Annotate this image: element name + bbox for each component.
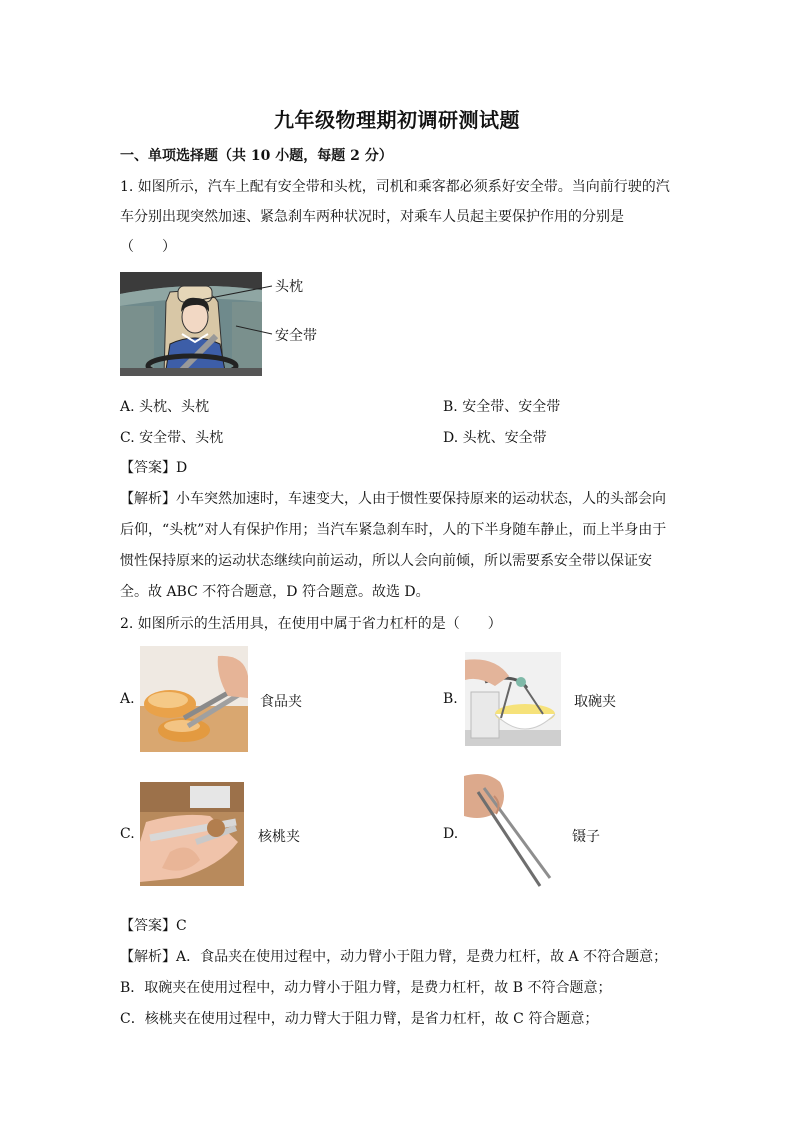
q2-answer: 【答案】C bbox=[120, 918, 187, 934]
headrest-label: 头枕 bbox=[275, 279, 303, 295]
page-title: 九年级物理期初调研测试题 bbox=[274, 108, 520, 132]
bowl-clip-photo bbox=[465, 652, 561, 746]
figure-callout-lines bbox=[200, 278, 274, 342]
q1-analysis-line-2: 后仰，“头枕”对人有保护作用；当汽车紧急刹车时，人的下半身随车静止，而上半身由于 bbox=[120, 522, 667, 538]
q2-option-a-letter: A. bbox=[120, 691, 135, 707]
q2-option-b-name: 取碗夹 bbox=[574, 694, 616, 710]
q1-stem-line-1: 1. 如图所示，汽车上配有安全带和头枕，司机和乘客都必须系好安全带。当向前行驶的汽 bbox=[120, 179, 670, 195]
q2-option-b-letter: B. bbox=[443, 691, 458, 707]
walnut-cracker-photo bbox=[140, 782, 244, 886]
tweezers-photo bbox=[464, 770, 554, 892]
q1-analysis-line-3: 惯性保持原来的运动状态继续向前运动，所以人会向前倾，所以需要系安全带以保证安 bbox=[120, 553, 652, 569]
q1-analysis-line-1: 【解析】小车突然加速时，车速变大，人由于惯性要保持原来的运动状态，人的头部会向 bbox=[120, 491, 666, 507]
q2-analysis-line-1: 【解析】A．食品夹在使用过程中，动力臂小于阻力臂，是费力杠杆，故 A 不符合题意； bbox=[120, 949, 668, 965]
q1-option-a: A. 头枕、头枕 bbox=[120, 399, 210, 415]
q2-analysis-line-3: C．核桃夹在使用过程中，动力臂大于阻力臂，是省力杠杆，故 C 符合题意； bbox=[120, 1011, 599, 1027]
q1-option-d: D. 头枕、安全带 bbox=[443, 430, 547, 446]
q2-option-a-name: 食品夹 bbox=[260, 694, 302, 710]
q2-option-d-name: 镊子 bbox=[572, 829, 600, 845]
q1-answer: 【答案】D bbox=[120, 460, 188, 476]
q2-option-c-name: 核桃夹 bbox=[258, 829, 300, 845]
q2-option-c-letter: C. bbox=[120, 826, 135, 842]
q1-stem-line-2: 车分别出现突然加速、紧急刹车两种状况时，对乘车人员起主要保护作用的分别是 bbox=[120, 209, 624, 225]
q2-option-d-letter: D. bbox=[443, 826, 459, 842]
section-heading: 一、单项选择题（共 10 小题，每题 2 分） bbox=[120, 148, 393, 164]
q1-option-b: B. 安全带、安全带 bbox=[443, 399, 561, 415]
seatbelt-label: 安全带 bbox=[275, 328, 317, 344]
q1-option-c: C. 安全带、头枕 bbox=[120, 430, 224, 446]
q1-analysis-line-4: 全。故 ABC 不符合题意，D 符合题意。故选 D。 bbox=[120, 584, 430, 600]
q1-stem-line-3: （ ） bbox=[120, 239, 176, 255]
q2-analysis-line-2: B．取碗夹在使用过程中，动力臂小于阻力臂，是费力杠杆，故 B 不符合题意； bbox=[120, 980, 612, 996]
food-tongs-photo bbox=[140, 646, 248, 752]
q2-stem: 2. 如图所示的生活用具，在使用中属于省力杠杆的是（ ） bbox=[120, 616, 502, 632]
